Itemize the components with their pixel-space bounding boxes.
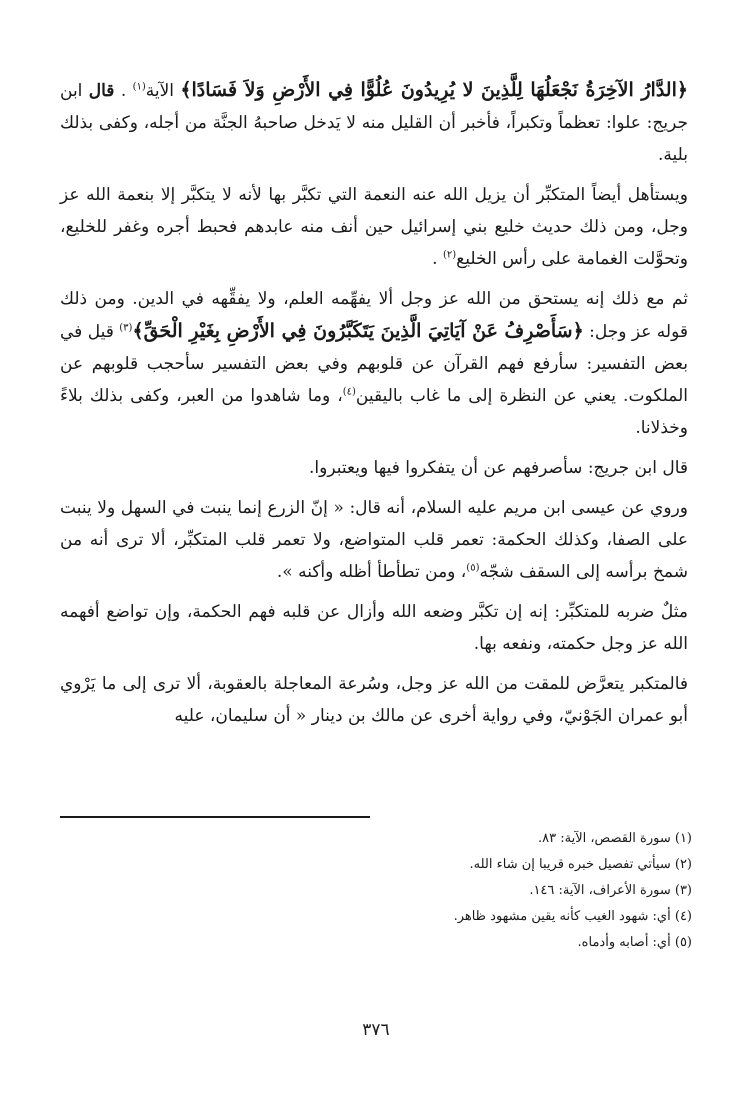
footnote-4: (٤) أي: شهود الغيب كأنه يقين مشهود ظاهر. [453, 909, 692, 924]
paragraph-6 [60, 596, 688, 660]
text-segment: ويستأهل أيضاً المتكبِّر أن يزيل الله عنه النعمة التي تكبَّر بها لأنه لا يتكبَّر إلا بنعمة الله عز وجل، ومن ذلك حديث خليع بني إسرائيل حين أنف منه عابدهم فحبط أجره وغفر للخليع، وتحوَّلت الغمامة على رأس الخليع [60, 185, 688, 269]
lead-word: قال [88, 81, 115, 101]
footnote-ref: (١) [132, 81, 146, 93]
paragraph-2 [60, 179, 688, 275]
footnote-ref: (٣) [119, 322, 133, 334]
footnotes [64, 826, 692, 956]
text-segment: . [432, 249, 443, 269]
page-number: ٣٧٦ [362, 1020, 390, 1040]
paragraph-5 [60, 492, 688, 588]
quran-verse: ﴿الدَّارُ الآخِرَةُ نَجْعَلُهَا لِلَّذِينَ لا يُرِيدُونَ عُلُوًّا فِي الأَرْضِ وَلاَ فَسَادًا﴾ [180, 79, 688, 101]
footnote-5: (٥) أي: أصابه وأدماه. [577, 935, 692, 950]
paragraph-4 [60, 452, 688, 484]
text-segment: ، وما شاهدوا من العبر، وكفى بذلك بلاءً وخذلانا. [60, 386, 688, 438]
text-segment: . [120, 81, 133, 101]
paragraph-7 [60, 668, 688, 732]
text-segment: وروي عن عيسى ابن مريم عليه السلام، أنه قال: « إنّ الزرع إنما ينبت في السهل ولا ينبت على الصفا، وكذلك الحكمة: تعمر قلب المتواضع، ولا تعمر قلب المتكبِّر، ألا ترى أنه من شمخ برأسه إلى السقف شجّه [60, 498, 688, 582]
paragraph-3 [60, 283, 688, 444]
text-segment: قيل في بعض التفسير: سأرفع فهم القرآن عن قلوبهم وفي بعض التفسير سأحجب قلوبهم عن الملكوت. يعني عن النظرة إلى ما غاب باليقين [60, 322, 688, 406]
text-segment: ابن جريج: علوا: تعظماً وتكبراً، فأخبر أن القليل منه لا يَدخل صاحبهُ الجنَّة من أجله، وكفى بذلك بلية. [60, 81, 688, 165]
footnote-2: (٢) سيأتي تفصيل خبره قريبا إن شاء الله. [469, 857, 692, 872]
footnote-3: (٣) سورة الأعراف، الآية: ١٤٦. [529, 883, 692, 898]
text-segment: ثم مع ذلك إنه يستحق من الله عز وجل ألا يفهِّمه العلم، ولا يفقِّهه في الدين. ومن ذلك قوله عز وجل: [60, 289, 689, 342]
quran-verse: ﴿سَأَصْرِفُ عَنْ آيَاتِيَ الَّذِينَ يَتَكَبَّرُونَ فِي الأَرْضِ بِغَيْرِ الْحَقِّ﴾ [132, 320, 584, 342]
footnote-ref: (٢) [442, 249, 457, 261]
footnote-divider [60, 816, 370, 818]
main-text [60, 74, 688, 740]
footnote-1: (١) سورة القصص، الآية: ٨٣. [537, 831, 692, 846]
text-segment: قال ابن جريج: سأصرفهم عن أن يتفكروا فيها ويعتبروا. [309, 458, 688, 478]
text-segment: فالمتكبر يتعرَّض للمقت من الله عز وجل، وسُرعة المعاجلة بالعقوبة، ألا ترى إلى ما يَرْوي أبو عمران الجَوْنيّ، وفي رواية أخرى عن مالك بن دينار « أن سليمان، عليه [60, 674, 688, 726]
footnote-ref: (٥) [466, 562, 480, 574]
footnote-ref: (٤) [342, 386, 356, 398]
paragraph-1 [60, 74, 688, 171]
text-segment: ، ومن تطأطأ أظله وأكنه ». [276, 562, 467, 582]
text-segment: مثلٌ ضربه للمتكبِّر: إنه إن تكبَّر وضعه الله وأزال عن قلبه فهم الحكمة، وإن تواضع أفهمه الله عز وجل حكمته، ونفعه بها. [60, 602, 688, 654]
text-segment: الآية [145, 81, 181, 101]
